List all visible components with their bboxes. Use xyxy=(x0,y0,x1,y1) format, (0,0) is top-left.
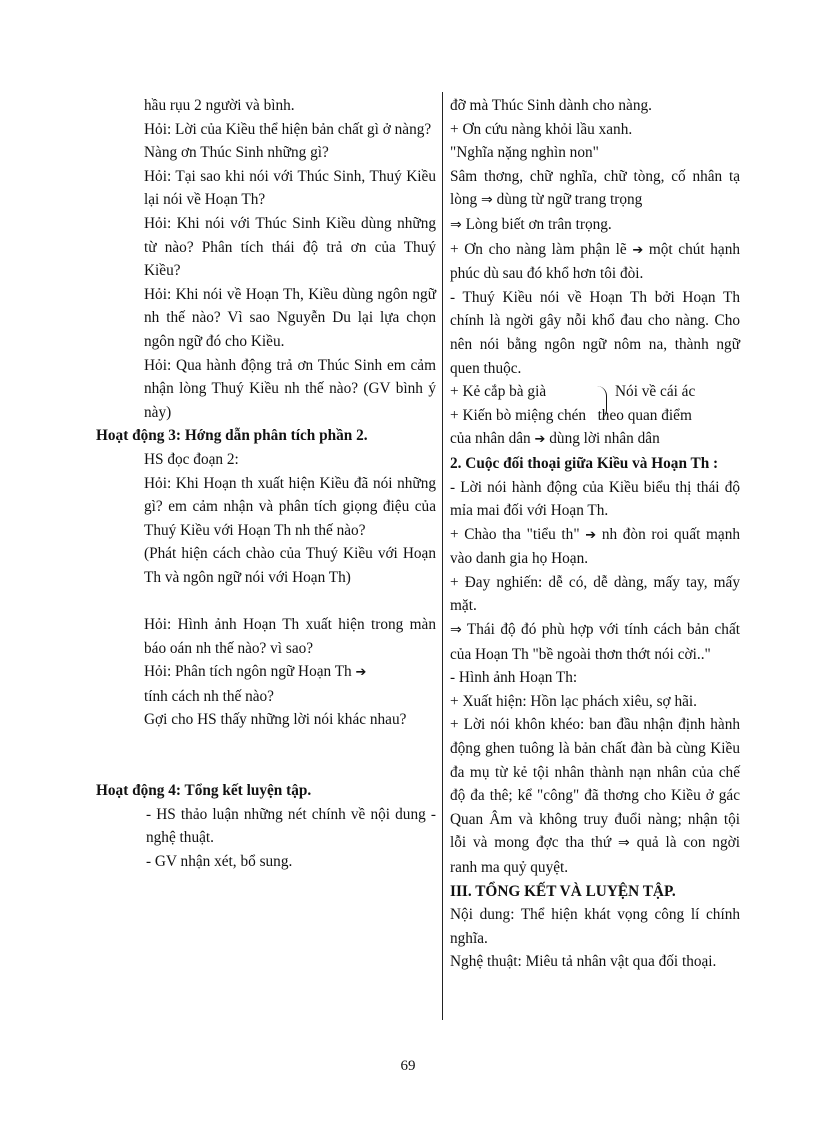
text-line: Sâm thơng, chữ nghĩa, chữ tòng, cố nhân tạ lòng ⇒ dùng từ ngữ trang trọng xyxy=(450,167,740,209)
text-line: + Đay nghiến: dễ có, dễ dàng, mấy tay, mấy mặt. xyxy=(450,573,740,615)
question: Hỏi: Tại sao khi nói với Thúc Sinh, Thuý Kiều lại nói về Hoạn Th? xyxy=(144,167,436,209)
text-line: đỡ mà Thúc Sinh dành cho nàng. xyxy=(450,97,652,114)
quote: "Nghĩa nặng nghìn non" xyxy=(450,144,599,162)
activity-4-heading: Hoạt động 4: Tổng kết luyện tập. xyxy=(96,782,312,800)
text-line: của nhân dân ➔ dùng lời nhân dân xyxy=(450,430,660,448)
brace-group xyxy=(450,380,740,427)
text-line: + Kiến bò miệng chén theo quan điểm xyxy=(450,406,692,424)
activity-3-heading: Hoạt động 3: Hớng dẫn phân tích phần 2. xyxy=(96,427,368,445)
column-divider xyxy=(442,92,443,1020)
text-line: ⇒ Thái độ đó phù hợp với tính cách bản chất của Hoạn Th "bề ngoài thơn thớt nói cời.." xyxy=(450,621,740,663)
section-iii-heading: III. TỔNG KẾT VÀ LUYỆN TẬP. xyxy=(450,882,676,900)
brace-label: Nói về cái ác xyxy=(615,383,696,401)
question: Nàng ơn Thúc Sinh những gì? xyxy=(144,144,329,162)
double-arrow-icon: ⇒ xyxy=(450,622,462,639)
question: Hỏi: Khi nói về Hoạn Th, Kiều dùng ngôn ngữ nh thế nào? Vì sao Nguyễn Du lại lựa chọn ngôn ngữ đó cho Kiều. xyxy=(144,285,436,350)
question: Hỏi: Khi nói với Thúc Sinh Kiều dùng những từ nào? Phân tích thái độ trả ơn của Thuý Kiều? xyxy=(144,214,436,280)
double-arrow-icon: ⇒ xyxy=(450,216,462,233)
text-line: + Lời nói khôn khéo: ban đầu nhận định hành động ghen tuông là bản chất đàn bà cùng Kiều đa mụ từ kẻ tội nhân thành nạn nhân của chế độ đa thê; kể "công" đã thơng cho Kiều ở gác Quan Âm và không truy đuổi nàng; nhận tội lỗi và mong đợc tha thứ ⇒ quả là con ngời ranh ma quỷ quyệt. xyxy=(450,716,740,876)
question xyxy=(96,660,436,708)
page-number: 69 xyxy=(400,1058,416,1074)
arrow-icon: ➔ xyxy=(355,665,367,681)
question-text: tính cách nh thế nào? xyxy=(144,687,274,705)
text-line: + Ơn cho nàng làm phận lẽ ➔ một chút hạnh phúc dù sau đó khổ hơn tôi đòi. xyxy=(450,240,740,283)
brace-icon xyxy=(594,386,607,420)
text-line: Nghệ thuật: Miêu tả nhân vật qua đối thoại. xyxy=(450,953,717,971)
question: Hỏi: Qua hành động trả ơn Thúc Sinh em cảm nhận lòng Thuý Kiều nh thế nào? (GV bình ý này) xyxy=(144,356,436,421)
arrow-icon: ➔ xyxy=(585,527,597,543)
double-arrow-icon: ⇒ xyxy=(481,192,493,209)
arrow-icon: ➔ xyxy=(534,432,546,448)
text-line: + Xuất hiện: Hồn lạc phách xiêu, sợ hãi. xyxy=(450,692,697,710)
text-line: - Thuý Kiều nói về Hoạn Th bởi Hoạn Th chính là ngời gây nỗi khổ đau cho nàng. Cho nên nói bằng ngôn ngữ nôm na, thành ngữ quen thuộc. xyxy=(450,288,740,377)
text-line: + Chào tha "tiểu th" ➔ nh đòn roi quất mạnh vào danh gia họ Hoạn. xyxy=(450,525,741,568)
text-line: + Kẻ cắp bà già xyxy=(450,383,547,401)
question: Hỏi: Lời của Kiều thể hiện bản chất gì ở nàng? xyxy=(144,120,432,138)
text-line: ⇒ Lòng biết ơn trân trọng. xyxy=(450,215,612,233)
question-text: Hỏi: Phân tích ngôn ngữ Hoạn Th xyxy=(144,663,352,681)
section-2-heading: 2. Cuộc đối thoại giữa Kiều và Hoạn Th : xyxy=(450,454,719,472)
note: Gợi cho HS thấy những lời nói khác nhau? xyxy=(144,711,407,729)
text-line: - HS thảo luận những nét chính về nội dung - nghệ thuật. xyxy=(146,805,436,847)
text-line: HS đọc đoạn 2: xyxy=(144,450,239,468)
text-line: hầu rụu 2 người và bình. xyxy=(144,97,295,114)
text-line: Nội dung: Thể hiện khát vọng công lí chính nghĩa. xyxy=(450,906,740,947)
text-line: - Lời nói hành động của Kiều biểu thị thái độ mỉa mai đối với Hoạn Th. xyxy=(450,478,740,520)
text-line: - Hình ảnh Hoạn Th: xyxy=(450,669,578,687)
double-arrow-icon: ⇒ xyxy=(617,835,630,852)
left-column xyxy=(96,94,436,873)
question: Hỏi: Khi Hoạn th xuất hiện Kiều đã nói những gì? em cảm nhận và phân tích giọng điệu của Thuý Kiều với Hoạn Th nh thế nào? xyxy=(144,474,436,539)
text-line: + Ơn cứu nàng khỏi lầu xanh. xyxy=(450,120,633,138)
right-column xyxy=(450,94,740,974)
text-line: - GV nhận xét, bổ sung. xyxy=(146,852,293,870)
arrow-icon: ➔ xyxy=(632,242,644,258)
note: (Phát hiện cách chào của Thuý Kiều với Hoạn Th và ngôn ngữ nói với Hoạn Th) xyxy=(144,545,436,586)
question: Hỏi: Hình ảnh Hoạn Th xuất hiện trong màn báo oán nh thế nào? vì sao? xyxy=(144,616,436,657)
